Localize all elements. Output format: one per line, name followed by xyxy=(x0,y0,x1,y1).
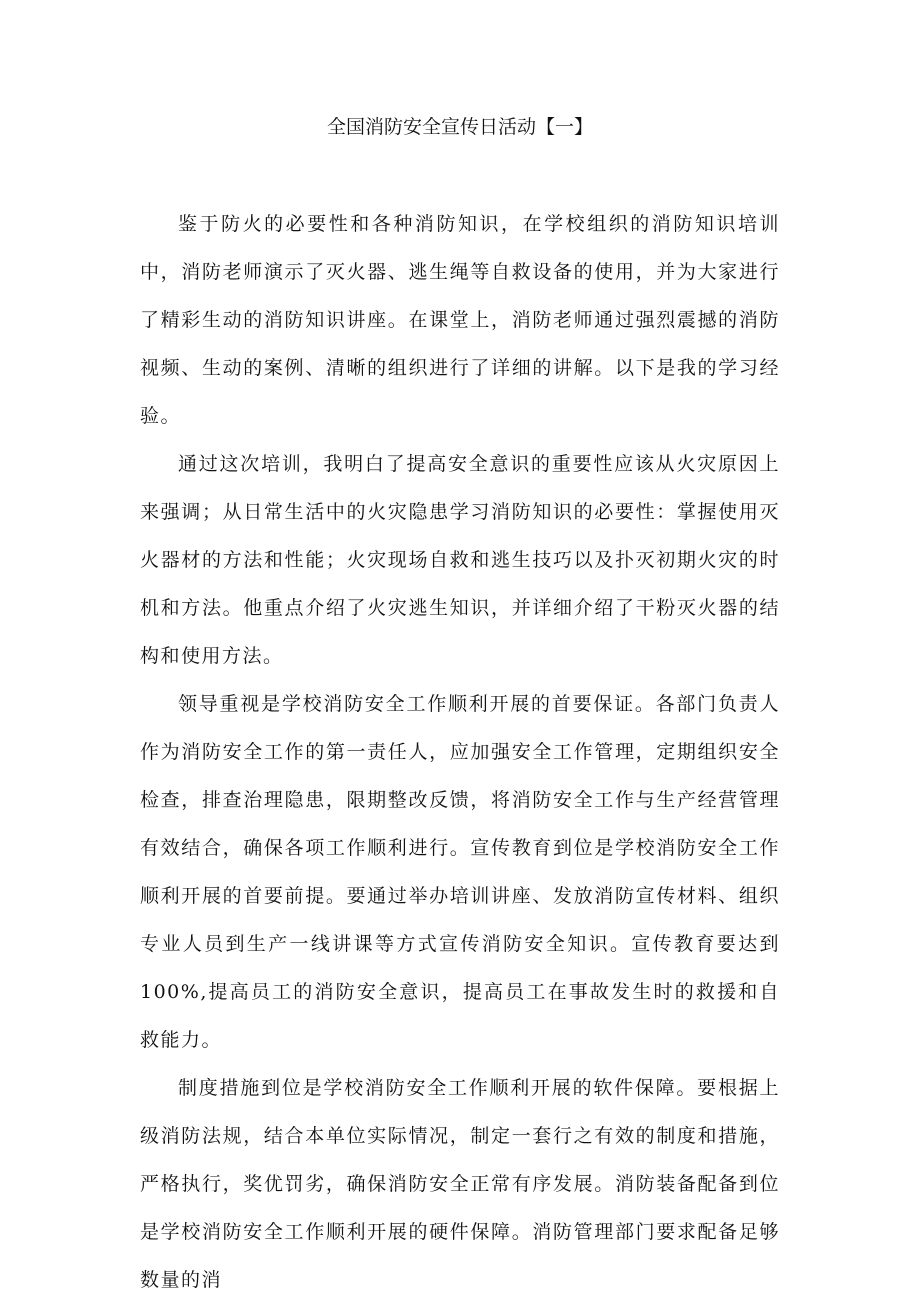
document-title: 全国消防安全宣传日活动【一】 xyxy=(326,116,593,138)
document-body xyxy=(140,200,780,1304)
paragraph-1: 鉴于防火的必要性和各种消防知识，在学校组织的消防知识培训中，消防老师演示了灭火器、逃生绳等自救设备的使用，并为大家进行了精彩生动的消防知识讲座。在课堂上，消防老师通过强烈震撼的消防视频、生动的案例、清晰的组织进行了详细的讲解。以下是我的学习经验。 xyxy=(140,213,780,427)
paragraph-2: 通过这次培训，我明白了提高安全意识的重要性应该从火灾原因上来强调；从日常生活中的火灾隐患学习消防知识的必要性：掌握使用灭火器材的方法和性能；火灾现场自救和逃生技巧以及扑灭初期火灾的时机和方法。他重点介绍了火灾逃生知识，并详细介绍了干粉灭火器的结构和使用方法。 xyxy=(140,453,780,667)
paragraph-3: 领导重视是学校消防安全工作顺利开展的首要保证。各部门负责人作为消防安全工作的第一责任人，应加强安全工作管理，定期组织安全检查，排查治理隐患，限期整改反馈，将消防安全工作与生产经营管理有效结合，确保各项工作顺利进行。宣传教育到位是学校消防安全工作顺利开展的首要前提。要通过举办培训讲座、发放消防宣传材料、组织专业人员到生产一线讲课等方式宣传消防安全知识。宣传教育要达到100%,提高员工的消防安全意识，提高员工在事故发生时的救援和自救能力。 xyxy=(140,693,780,1051)
paragraph-4: 制度措施到位是学校消防安全工作顺利开展的软件保障。要根据上级消防法规，结合本单位实际情况，制定一套行之有效的制度和措施，严格执行，奖优罚劣，确保消防安全正常有序发展。消防装备配备到位是学校消防安全工作顺利开展的硬件保障。消防管理部门要求配备足够数量的消 xyxy=(140,1077,780,1291)
